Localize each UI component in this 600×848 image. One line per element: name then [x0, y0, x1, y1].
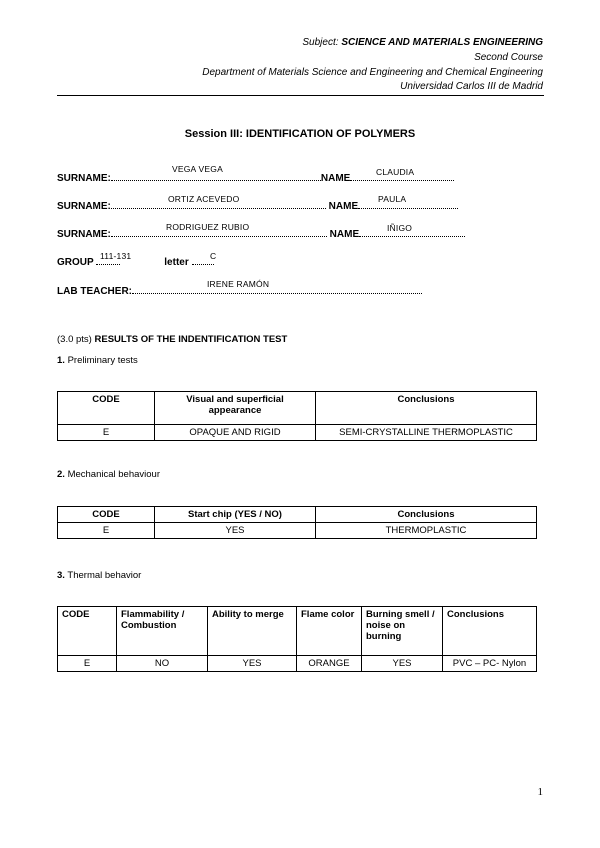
- section-2-heading: [57, 469, 160, 480]
- cell-burning-smell: YES: [362, 656, 443, 672]
- results-title: RESULTS OF THE INDENTIFICATION TEST: [94, 334, 288, 345]
- section-1-title: Preliminary tests: [67, 355, 138, 366]
- table-header-row: [58, 607, 537, 656]
- student-1-row: [57, 171, 454, 184]
- subject-label: Subject:: [302, 37, 342, 48]
- header-burning-smell: Burning smell / noise on burning: [362, 607, 443, 656]
- cell-conclusions: SEMI-CRYSTALLINE THERMOPLASTIC: [316, 425, 537, 441]
- name-field-1[interactable]: [350, 171, 454, 181]
- lab-teacher-label: LAB TEACHER:: [57, 286, 132, 297]
- section-2-title: Mechanical behaviour: [67, 469, 160, 480]
- page-number: 1: [537, 786, 543, 798]
- header-flame-color: Flame color: [297, 607, 362, 656]
- surname-label: SURNAME:: [57, 229, 111, 240]
- surname-label: SURNAME:: [57, 201, 111, 212]
- mechanical-behaviour-table: [57, 506, 537, 539]
- name-label: NAME: [320, 173, 351, 184]
- group-row: [57, 255, 214, 268]
- student-2-surname-value: ORTIZ ACEVEDO: [168, 194, 240, 204]
- header-start-chip: Start chip (YES / NO): [155, 507, 316, 523]
- section-3-number: 3.: [57, 570, 65, 581]
- header-divider: [57, 95, 544, 96]
- header-course: Second Course: [474, 52, 543, 63]
- section-1-number: 1.: [57, 355, 65, 366]
- header-visual-appearance: Visual and superficial appearance: [155, 392, 316, 425]
- surname-label: SURNAME:: [57, 173, 111, 184]
- name-field-3[interactable]: [359, 227, 465, 237]
- cell-ability-to-merge: YES: [208, 656, 297, 672]
- header-subject: [302, 36, 543, 50]
- table-header-row: [58, 392, 537, 425]
- surname-field-3[interactable]: [111, 227, 327, 237]
- header-university: Universidad Carlos III de Madrid: [400, 81, 543, 92]
- cell-code: E: [58, 425, 155, 441]
- name-label: NAME: [329, 229, 360, 240]
- section-3-heading: [57, 570, 141, 581]
- results-heading: [57, 334, 287, 345]
- group-label: GROUP: [57, 257, 94, 268]
- cell-code: E: [58, 523, 155, 539]
- student-3-name-value: IÑIGO: [387, 223, 413, 233]
- header-conclusions: Conclusions: [316, 392, 537, 425]
- thermal-behavior-table: [57, 606, 537, 672]
- student-1-name-value: CLAUDIA: [376, 167, 415, 177]
- table-row: [58, 425, 537, 441]
- lab-teacher-row: [57, 284, 422, 297]
- header-code: CODE: [58, 392, 155, 425]
- group-value: 111-131: [100, 251, 132, 261]
- header-flammability: Flammability / Combustion: [117, 607, 208, 656]
- lab-teacher-field[interactable]: [132, 284, 422, 294]
- student-2-row: [57, 199, 458, 212]
- name-field-2[interactable]: [358, 199, 458, 209]
- group-field[interactable]: [96, 255, 120, 265]
- header-code: CODE: [58, 507, 155, 523]
- letter-field[interactable]: [192, 255, 214, 265]
- letter-label: letter: [164, 257, 189, 268]
- surname-field-1[interactable]: [111, 171, 321, 181]
- table-row: [58, 656, 537, 672]
- header-code: CODE: [58, 607, 117, 656]
- header-conclusions: Conclusions: [443, 607, 537, 656]
- section-1-heading: [57, 355, 138, 366]
- section-2-number: 2.: [57, 469, 65, 480]
- header-conclusions: Conclusions: [316, 507, 537, 523]
- table-header-row: [58, 507, 537, 523]
- header-department: Department of Materials Science and Engineering and Chemical Engineering: [202, 67, 543, 78]
- cell-code: E: [58, 656, 117, 672]
- cell-visual-appearance: OPAQUE AND RIGID: [155, 425, 316, 441]
- student-3-surname-value: RODRIGUEZ RUBIO: [166, 222, 250, 232]
- student-1-surname-value: VEGA VEGA: [172, 164, 223, 174]
- table-row: [58, 523, 537, 539]
- student-2-name-value: PAULA: [378, 194, 407, 204]
- lab-teacher-value: IRENE RAMÓN: [207, 279, 270, 289]
- cell-flammability: NO: [117, 656, 208, 672]
- results-points: (3.0 pts): [57, 334, 92, 345]
- section-3-title: Thermal behavior: [67, 570, 142, 581]
- cell-flame-color: ORANGE: [297, 656, 362, 672]
- cell-start-chip: YES: [155, 523, 316, 539]
- cell-conclusions: THERMOPLASTIC: [316, 523, 537, 539]
- subject-value: SCIENCE AND MATERIALS ENGINEERING: [341, 37, 543, 48]
- letter-value: C: [210, 251, 217, 261]
- cell-conclusions: PVC – PC- Nylon: [443, 656, 537, 672]
- surname-field-2[interactable]: [111, 199, 326, 209]
- page-title: Session III: IDENTIFICATION OF POLYMERS: [184, 128, 416, 140]
- header-ability-to-merge: Ability to merge: [208, 607, 297, 656]
- student-3-row: [57, 227, 465, 240]
- name-label: NAME: [328, 201, 359, 212]
- preliminary-tests-table: [57, 391, 537, 441]
